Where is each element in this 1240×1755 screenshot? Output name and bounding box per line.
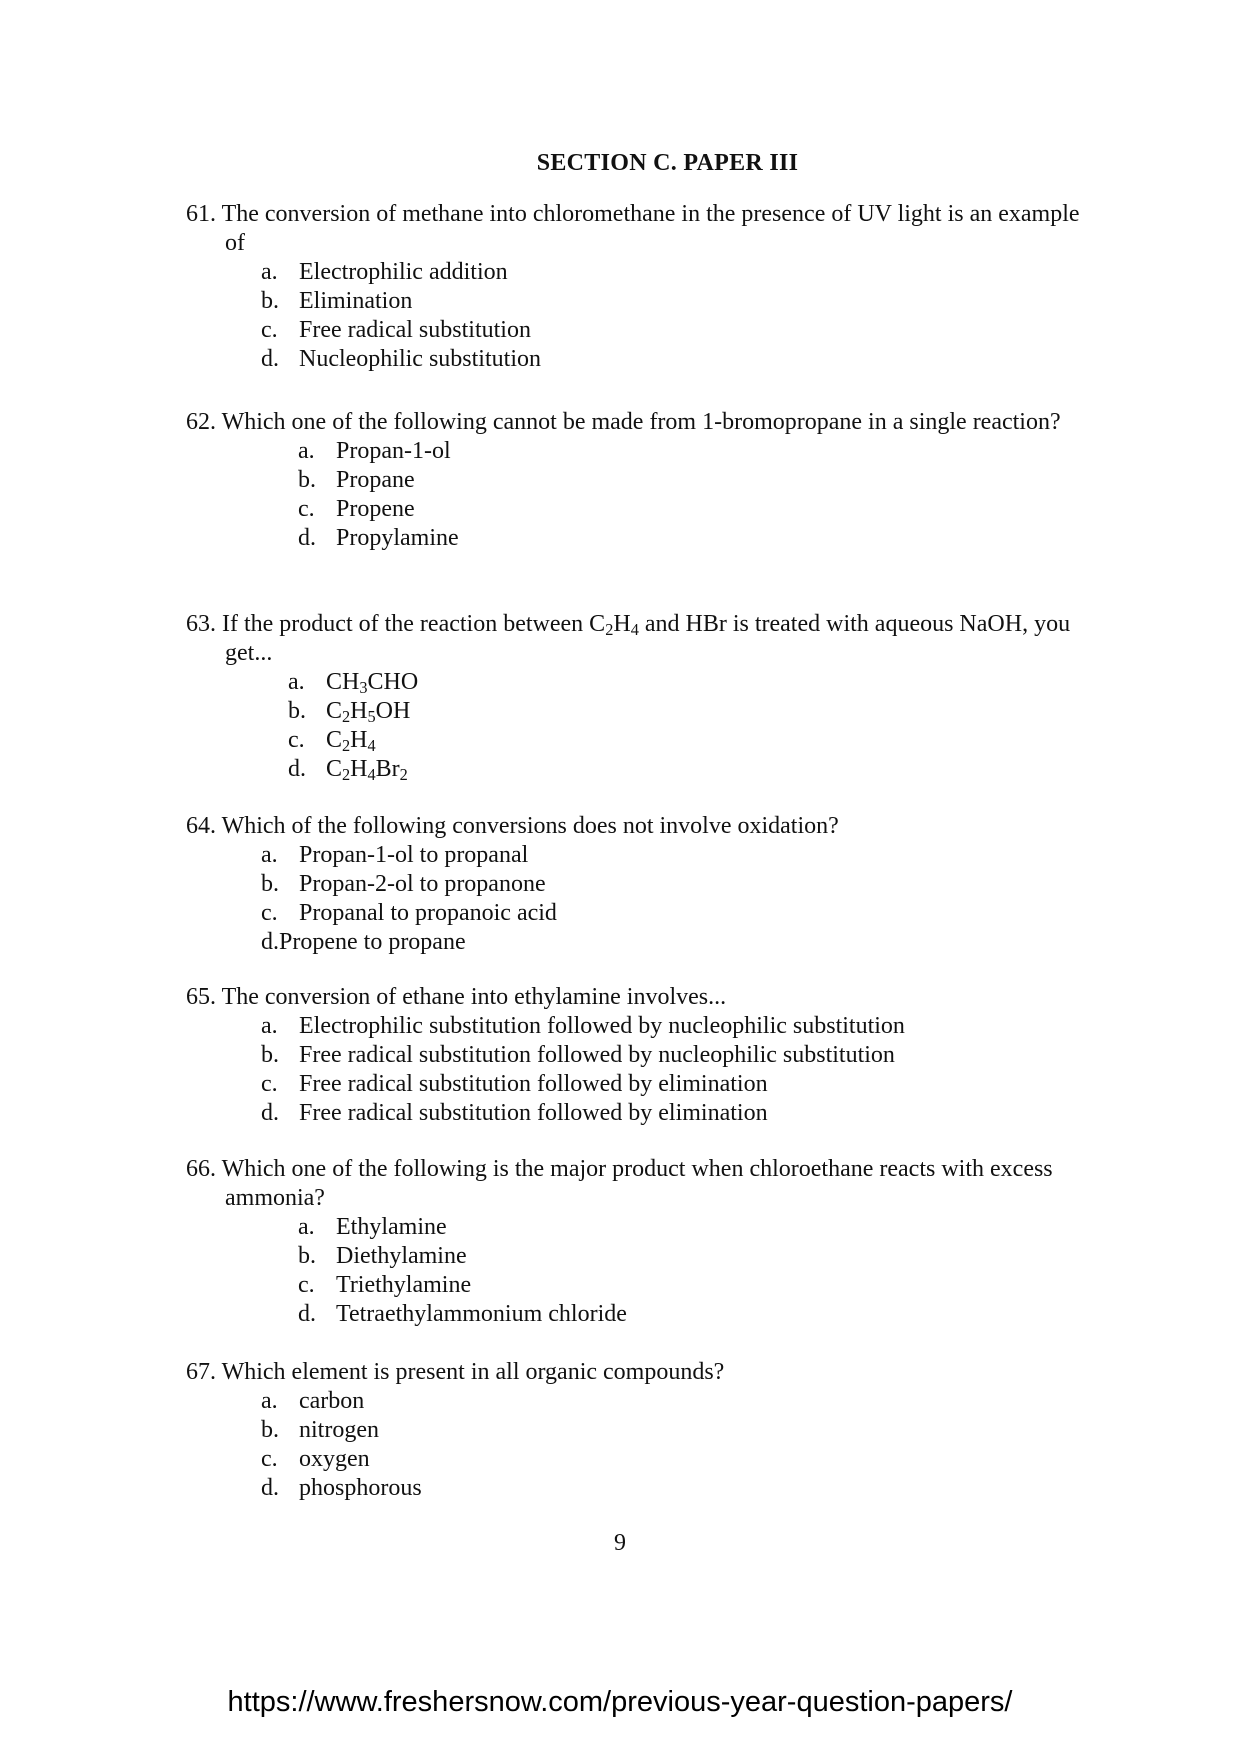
question-text: The conversion of ethane into ethylamine involves... [221,984,727,1010]
question-number: 64. [186,813,216,839]
section-title: SECTION C. PAPER III [536,150,799,176]
option-a: a. Propan-1-ol [298,438,451,464]
option-b: b. nitrogen [261,1417,379,1443]
question-66 [0,1155,1240,1329]
option-a: a. Electrophilic substitution followed by nucleophilic substitution [261,1013,905,1039]
option-a: a. carbon [261,1388,365,1414]
option-d: d. $C_2H_4Br_2$ [288,756,408,785]
question-number: 65. [186,984,216,1010]
question-62 [0,408,1240,553]
question-text: Which element is present in all organic compounds? [221,1359,725,1385]
question-text: Which one of the following cannot be made from 1-bromopropane in a single reaction? [221,409,1061,435]
option-d: d. Free radical substitution followed by elimination [261,1100,768,1126]
option-list [298,1213,1240,1329]
option-a: a. $CH_3CHO$ [288,669,419,698]
option-b: b. Free radical substitution followed by nucleophilic substitution [261,1042,895,1068]
option-b: b. $C_2H_5OH$ [288,698,411,727]
option-a: a. Electrophilic addition [261,259,508,285]
question-64 [0,812,1240,957]
question-stem [186,983,1085,1012]
question-61 [0,200,1240,374]
formula: $C_2H_4Br_2$ [326,756,408,785]
question-stem [186,610,1085,668]
question-stem [186,1358,1085,1387]
option-list [261,1387,1240,1503]
option-c: c. Propene [298,496,415,522]
question-text: The conversion of methane into chloromethane in the presence of UV light is an example of [221,201,1080,256]
option-list [261,841,1240,928]
option-d: d. Tetraethylammonium chloride [298,1301,627,1327]
question-stem [186,1155,1085,1213]
option-a: a. Propan-1-ol to propanal [261,842,529,868]
option-list [288,668,1240,784]
option-a: a. Ethylamine [298,1214,447,1240]
page-number: 9 [614,1530,626,1556]
option-c: c. Free radical substitution followed by elimination [261,1071,768,1097]
option-d-line: d.Propene to propane [261,929,466,955]
option-c: c. Propanal to propanoic acid [261,900,557,926]
formula: $C_2H_4$ [326,727,376,756]
option-c: c. $C_2H_4$ [288,727,376,756]
option-b: b. Diethylamine [298,1243,467,1269]
question-text: If the product of the reaction between $C_2H_4$ and HBr is treated with aqueous NaOH, you get... [222,611,1071,666]
option-c: c. Free radical substitution [261,317,531,343]
option-b: b. Propane [298,467,415,493]
footer-url-link[interactable]: https://www.freshersnow.com/previous-year-question-papers/ [227,1686,1013,1718]
question-65 [0,983,1240,1128]
formula: $C_2H_5OH$ [326,698,411,727]
question-stem [186,408,1085,437]
option-d: d. phosphorous [261,1475,422,1501]
question-number: 63. [186,611,216,637]
question-63 [0,610,1240,784]
question-text: Which one of the following is the major product when chloroethane reacts with excess ammonia? [221,1156,1053,1211]
question-number: 67. [186,1359,216,1385]
option-c: c. Triethylamine [298,1272,472,1298]
option-b: b. Elimination [261,288,413,314]
option-b: b. Propan-2-ol to propanone [261,871,546,897]
question-number: 61. [186,201,216,227]
option-c: c. oxygen [261,1446,370,1472]
option-d: d. Nucleophilic substitution [261,346,541,372]
question-stem [186,200,1085,258]
question-stem [186,812,1085,841]
option-list [261,258,1240,374]
question-number: 62. [186,409,216,435]
formula: $CH_3CHO$ [326,669,419,698]
option-d: d. Propylamine [298,525,459,551]
question-67 [0,1358,1240,1503]
option-list [298,437,1240,553]
option-list [261,1012,1240,1128]
question-text: Which of the following conversions does not involve oxidation? [221,813,839,839]
question-number: 66. [186,1156,216,1182]
